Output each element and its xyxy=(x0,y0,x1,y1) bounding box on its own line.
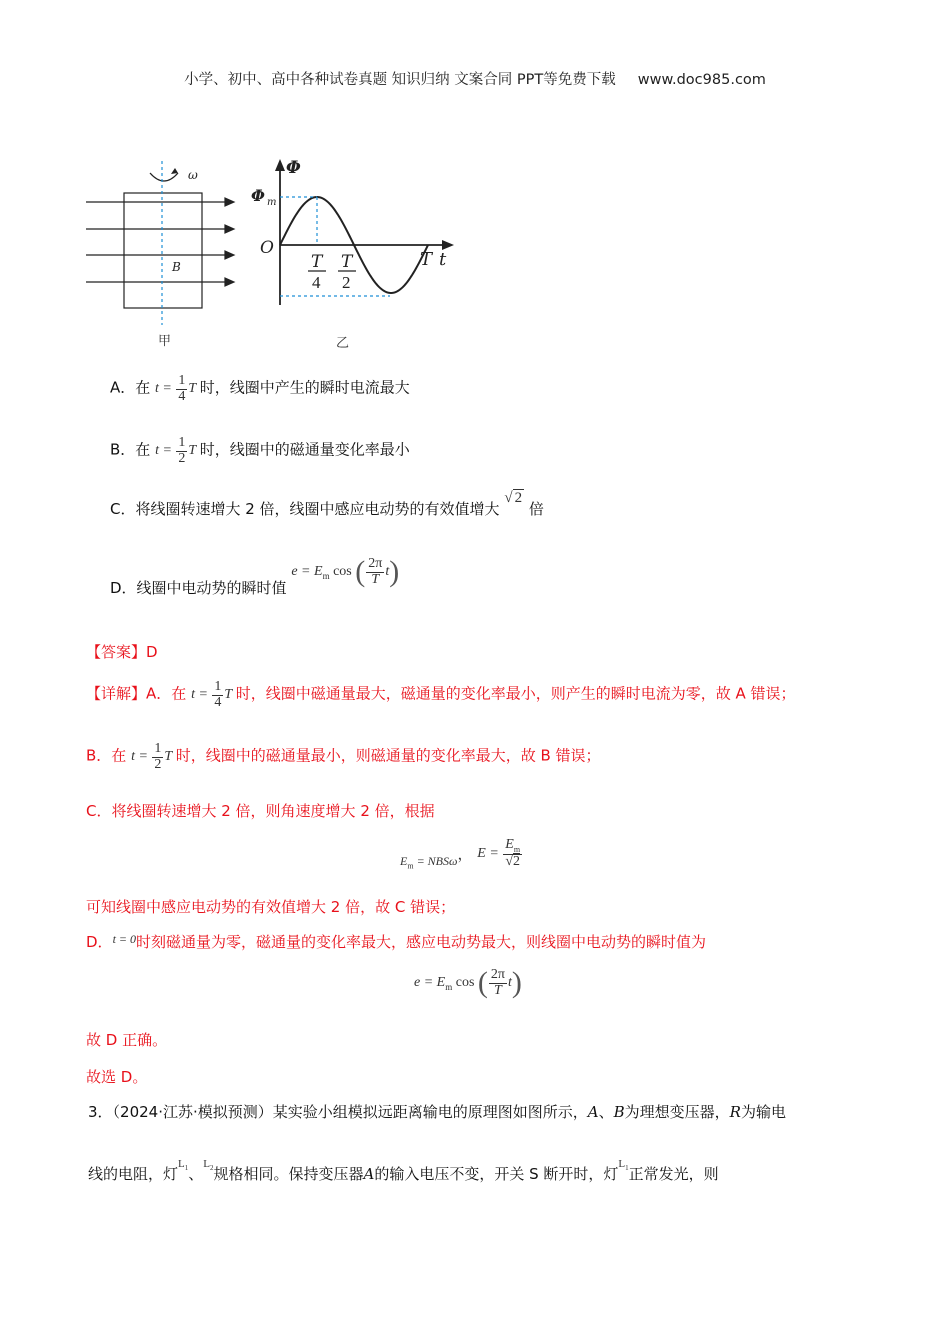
question3-L2-sub: 2 xyxy=(210,1164,214,1173)
analysis-C-f2-den: √2 xyxy=(505,854,521,870)
analysis-C-f1-sub: m xyxy=(407,861,414,871)
question3-L1b xyxy=(618,1158,629,1173)
option-A-fraction xyxy=(176,374,187,404)
option-D-prefix: D．线圈中电动势的瞬时值 xyxy=(110,579,287,598)
question3-A2: A xyxy=(363,1165,375,1183)
analysis-D-formula xyxy=(414,966,522,1000)
option-A-suffix: 时，线圈中产生的瞬时电流最大 xyxy=(199,378,410,397)
option-A-den: 4 xyxy=(178,388,186,404)
analysis-D-text: 时刻磁通量为零，磁通量的变化率最大，感应电动势最大，则线圈中电动势的瞬时值为 xyxy=(136,933,707,951)
answer-line xyxy=(86,641,158,662)
analysis-C-f2-num-sub: m xyxy=(513,844,521,854)
phi-axis-label: Φ xyxy=(286,158,301,178)
option-D-cos: cos xyxy=(333,564,352,580)
option-C-prefix: C．将线圈转速增大 2 倍，线圈中感应电动势的有效值增大 xyxy=(110,500,500,518)
analysis-B-suffix: 时，线圈中的磁通量最小，则磁通量的变化率最大，故 B 错误； xyxy=(175,746,601,765)
option-B-den: 2 xyxy=(178,450,186,466)
question3-text1: （2024·江苏·模拟预测）某实验小组模拟远距离输电的原理图如图所示， xyxy=(112,1103,588,1121)
question3-L2 xyxy=(203,1158,214,1173)
phim-label: Φ xyxy=(251,186,265,205)
analysis-D-lparen: ( xyxy=(477,966,488,999)
rotation-arrowhead xyxy=(171,168,178,174)
analysis-A-math xyxy=(191,679,236,710)
header-left-text: 小学、初中、高中各种试卷真题 知识归纳 文案合同 PPT等免费下载 xyxy=(184,72,616,88)
option-D-t: t xyxy=(385,564,390,580)
caption-jia: 甲 xyxy=(158,334,172,349)
analysis-B-math xyxy=(131,741,176,772)
analysis-B-lhs: t = xyxy=(131,749,148,765)
page-header xyxy=(0,68,950,89)
analysis-A-den: 4 xyxy=(214,694,222,710)
option-C-sqrt-arg: 2 xyxy=(514,490,523,506)
analysis-B-den: 2 xyxy=(154,756,162,772)
question3-L1b-sub: 1 xyxy=(625,1164,629,1173)
option-D-e-lhs: e = E xyxy=(291,564,323,580)
analysis-A-num: 1 xyxy=(214,679,222,694)
origin-label: O xyxy=(260,238,274,258)
question3-L1-sub: 1 xyxy=(184,1164,189,1173)
figure-jia xyxy=(82,155,242,355)
option-D-e-sub: m xyxy=(322,571,330,582)
analysis-D-prefix: D． xyxy=(86,933,113,951)
analysis-C-comma: ， xyxy=(457,845,473,864)
analysis-B-prefix: B．在 xyxy=(86,746,127,765)
analysis-label: 【详解】 xyxy=(86,684,147,703)
analysis-D-num: 2π xyxy=(490,966,505,982)
question3-text3: 为输电 xyxy=(740,1103,786,1121)
T-label: T xyxy=(420,249,433,270)
analysis-D-e-lhs: e = E xyxy=(414,975,446,991)
analysis-A-suffix: 时，线圈中磁通量最大，磁通量的变化率最小，则产生的瞬时电流为零，故 A 错误； xyxy=(235,684,796,703)
phim-subscript: m xyxy=(267,197,277,208)
analysis-C-f2-num-E: E xyxy=(505,837,514,852)
analysis-C-f2-fraction xyxy=(503,838,522,870)
option-D xyxy=(110,555,400,598)
question3-L2-letter: L xyxy=(203,1158,210,1170)
omega-label: ω xyxy=(188,168,198,182)
analysis-A-var: T xyxy=(224,687,233,703)
analysis-C-f2-lhs: E = xyxy=(477,846,499,862)
analysis-A-prefix: A．在 xyxy=(146,684,187,703)
analysis-C-formula2 xyxy=(477,837,523,870)
T4-denominator: 4 xyxy=(312,273,321,292)
header-url: www.doc985.com xyxy=(637,72,766,88)
analysis-C-formula1 xyxy=(400,854,458,871)
analysis-D-t0 xyxy=(113,932,136,946)
option-D-den: T xyxy=(371,571,380,587)
option-D-rparen: ) xyxy=(389,555,400,588)
analysis-C-formulas xyxy=(400,838,523,870)
option-B-math xyxy=(155,435,200,466)
question3-B: B xyxy=(613,1103,625,1121)
analysis-A-fraction xyxy=(212,680,223,710)
question3-L1 xyxy=(178,1158,189,1173)
analysis-D-t: t xyxy=(507,975,512,991)
option-B xyxy=(110,436,410,466)
analysis-D-rparen: ) xyxy=(511,966,522,999)
analysis-final: 故选 D。 xyxy=(86,1068,148,1086)
option-D-fraction xyxy=(366,557,384,587)
T2-numerator: T xyxy=(341,252,353,272)
analysis-C-f2-den-arg: 2 xyxy=(513,854,521,870)
analysis-B xyxy=(86,742,601,772)
T2-denominator: 2 xyxy=(342,273,351,292)
option-A-prefix: A．在 xyxy=(110,378,151,397)
analysis-C-line: C．将线圈转速增大 2 倍，则角速度增大 2 倍，根据 xyxy=(86,802,435,820)
figure-yi xyxy=(250,155,460,355)
analysis-C-f1-lhs: E xyxy=(400,854,408,869)
option-B-num: 1 xyxy=(178,435,186,450)
question3-sep2: 、 xyxy=(188,1165,204,1183)
analysis-C-f1-rhs: = NBSω xyxy=(413,854,458,869)
flux-graph xyxy=(250,155,460,355)
analysis-D-correct: 故 D 正确。 xyxy=(86,1031,168,1049)
analysis-D-e-sub: m xyxy=(445,982,453,993)
question3-number: 3． xyxy=(88,1103,113,1121)
coil-diagram xyxy=(82,155,242,355)
question3-L1-letter: L xyxy=(178,1158,185,1170)
option-B-suffix: 时，线圈中的磁通量变化率最小 xyxy=(199,440,410,459)
coil-rectangle xyxy=(124,193,202,308)
question3-A: A xyxy=(587,1103,599,1121)
option-B-fraction xyxy=(176,436,187,466)
option-A xyxy=(110,374,410,404)
analysis-A xyxy=(86,680,796,710)
field-lines xyxy=(86,198,234,286)
rotation-arc xyxy=(150,173,178,181)
option-D-num: 2π xyxy=(368,555,383,571)
option-A-lhs: t = xyxy=(155,381,172,397)
question3-R: R xyxy=(729,1103,741,1121)
analysis-D-t0-text: t = 0 xyxy=(112,932,136,946)
option-A-math xyxy=(155,373,200,404)
answer-label: 【答案】 xyxy=(86,643,147,661)
caption-yi: 乙 xyxy=(336,336,350,351)
analysis-A-lhs: t = xyxy=(191,687,208,703)
analysis-D-fraction xyxy=(489,968,507,998)
question3-text5: 规格相同。保持变压器 xyxy=(213,1165,364,1183)
analysis-D xyxy=(86,931,706,952)
analysis-B-num: 1 xyxy=(154,741,162,756)
analysis-C-conclusion: 可知线圈中感应电动势的有效值增大 2 倍，故 C 错误； xyxy=(86,898,456,916)
B-label: B xyxy=(172,260,181,274)
option-C xyxy=(110,490,544,519)
option-A-num: 1 xyxy=(178,373,186,388)
option-B-prefix: B．在 xyxy=(110,440,151,459)
analysis-D-cos: cos xyxy=(455,975,475,991)
phi-axis-arrow xyxy=(275,159,285,171)
question3-text2: 为理想变压器， xyxy=(624,1103,730,1121)
question3-sep: 、 xyxy=(598,1103,614,1121)
analysis-B-var: T xyxy=(164,749,173,765)
answer-value: D xyxy=(146,643,158,661)
T4-numerator: T xyxy=(311,252,323,272)
question3-text4: 线的电阻，灯 xyxy=(88,1165,179,1183)
question3-line2 xyxy=(88,1158,719,1184)
t-axis-label: t xyxy=(439,249,447,270)
question3-text7: 正常发光，则 xyxy=(628,1165,719,1183)
question3-text6: 的输入电压不变，开关 S 断开时，灯 xyxy=(374,1165,619,1183)
option-C-sqrt: √ 2 xyxy=(504,490,523,506)
analysis-B-fraction xyxy=(152,742,163,772)
question3-line1 xyxy=(88,1101,786,1122)
question3-L1b-letter: L xyxy=(618,1158,626,1170)
option-D-lparen: ( xyxy=(355,555,366,588)
option-B-var: T xyxy=(188,443,197,459)
option-C-suffix: 倍 xyxy=(528,500,544,518)
option-A-var: T xyxy=(188,381,197,397)
analysis-D-den: T xyxy=(494,982,502,998)
option-B-lhs: t = xyxy=(155,443,172,459)
